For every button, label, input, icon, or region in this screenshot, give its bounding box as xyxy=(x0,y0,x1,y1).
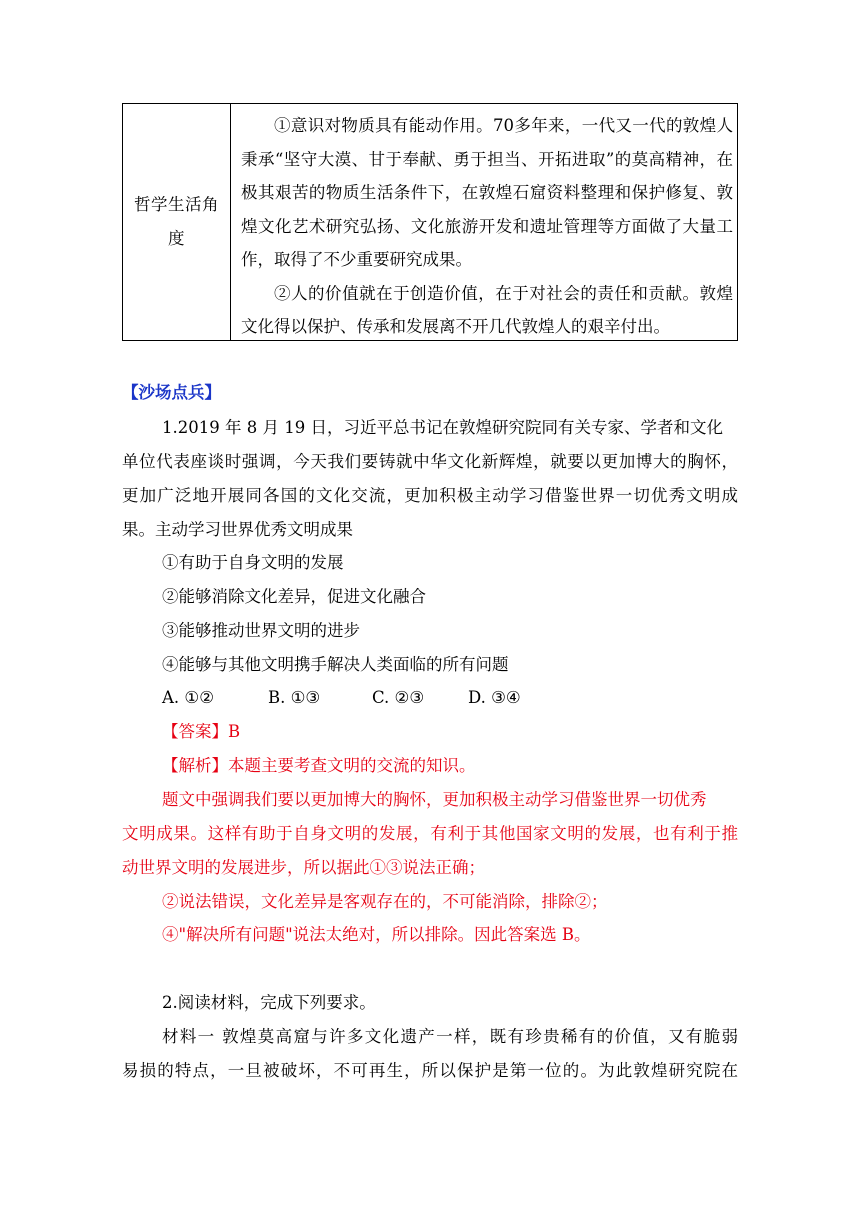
q1-option-c: C. ②③ xyxy=(372,688,425,707)
q1-analysis-line-4: ②说法错误，文化差异是客观存在的，不可能消除，排除②； xyxy=(162,892,608,911)
q1-answer: 【答案】B xyxy=(162,722,241,741)
table-divider xyxy=(230,104,231,340)
q1-option-d: D. ③④ xyxy=(468,688,521,707)
table-label-cell xyxy=(123,104,230,340)
q1-analysis-line-2: 文明成果。这样有助于自身文明的发展，有利于其他国家文明的发展，也有利于推 xyxy=(122,824,738,843)
q1-stem-line-3: 更加广泛地开展同各国的文化交流，更加积极主动学习借鉴世界一切优秀文明成 xyxy=(122,486,738,505)
q2-material-line-2: 易损的特点，一旦被破坏，不可再生，所以保护是第一位的。为此敦煌研究院在 xyxy=(122,1061,738,1080)
q2-stem: 2.阅读材料，完成下列要求。 xyxy=(162,993,376,1012)
q1-analysis-title: 【解析】本题主要考查文明的交流的知识。 xyxy=(162,756,476,775)
q1-analysis-line-1: 题文中强调我们要以更加博大的胸怀，更加积极主动学习借鉴世界一切优秀 xyxy=(162,790,707,809)
table-label: 哲学生活角度 xyxy=(134,195,219,248)
q1-stem-line-4: 果。主动学习世界优秀文明成果 xyxy=(122,520,353,539)
q1-analysis-line-3: 动世界文明的发展进步，所以据此①③说法正确； xyxy=(122,858,485,877)
table-paragraph-1: ①意识对物质具有能动作用。70多年来，一代又一代的敦煌人秉承“坚守大漠、甘于奉献、勇于担当、开拓进取”的莫高精神，在极其艰苦的物质生活条件下，在敦煌石窟资料整理和保护修复、敦煌文化艺术研究弘扬、文化旅游开发和遗址管理等方面做了大量工作，取得了不少重要研究成果。 xyxy=(241,116,733,269)
table-content-cell xyxy=(241,109,733,344)
philosophy-table xyxy=(122,103,738,341)
q1-statement-2: ②能够消除文化差异，促进文化融合 xyxy=(162,587,426,606)
table-paragraph-2: ②人的价值就在于创造价值，在于对社会的责任和贡献。敦煌文化得以保护、传承和发展离不开几代敦煌人的艰辛付出。 xyxy=(241,283,733,336)
q1-stem-line-2: 单位代表座谈时强调，今天我们要铸就中华文化新辉煌，就要以更加博大的胸怀， xyxy=(122,452,738,471)
q1-statement-3: ③能够推动世界文明的进步 xyxy=(162,621,360,640)
q1-option-b: B. ①③ xyxy=(268,688,321,707)
section-title: 【沙场点兵】 xyxy=(122,383,221,402)
q1-option-a: A. ①② xyxy=(162,688,214,707)
q1-statement-4: ④能够与其他文明携手解决人类面临的所有问题 xyxy=(162,655,509,674)
q1-analysis-line-5: ④"解决所有问题"说法太绝对，所以排除。因此答案选 B。 xyxy=(162,925,591,944)
q1-stem-line-1: 1.2019 年 8 月 19 日，习近平总书记在敦煌研究院同有关专家、学者和文化 xyxy=(162,418,723,437)
q1-statement-1: ①有助于自身文明的发展 xyxy=(162,553,344,572)
q2-material-line-1: 材料一 敦煌莫高窟与许多文化遗产一样，既有珍贵稀有的价值，又有脆弱 xyxy=(162,1027,738,1046)
